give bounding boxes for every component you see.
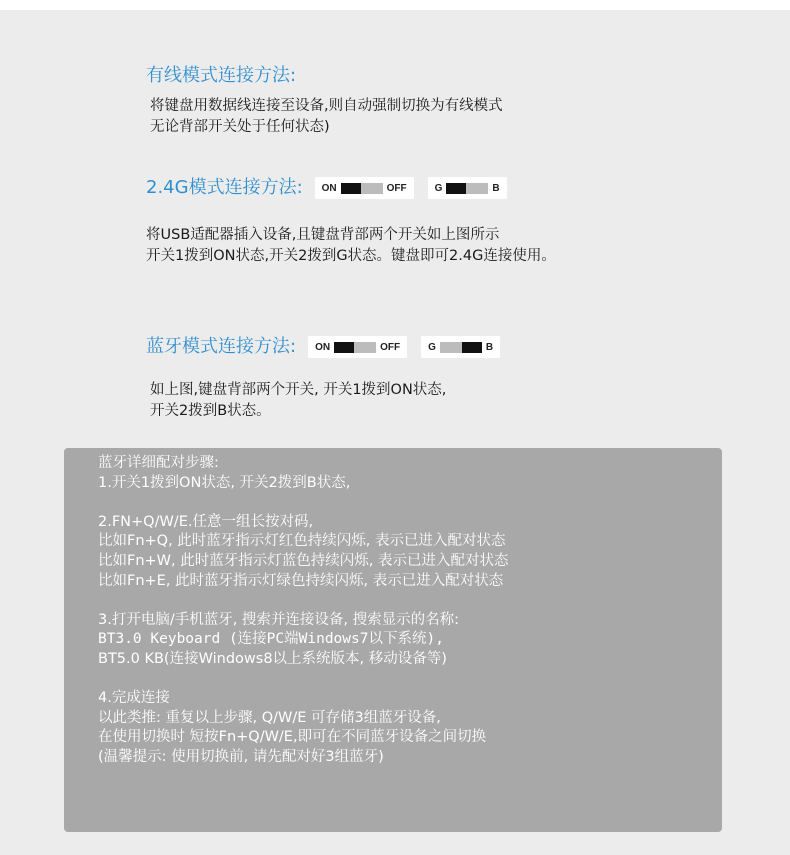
bt-heading-row: [146, 335, 500, 359]
pairing-step-4-repeat: 以此类推: 重复以上步骤, Q/W/E 可存储3组蓝牙设备,: [98, 709, 441, 726]
wired-section: [146, 64, 503, 138]
switch-on-label: ON: [315, 341, 331, 353]
bt-heading: 蓝牙模式连接方法:: [146, 336, 297, 357]
g24-heading: 2.4G模式连接方法:: [146, 177, 303, 198]
g24-mode-switch-icon: [428, 177, 507, 199]
pairing-step-4-switch: 在使用切换时 短按Fn+Q/W/E,即可在不同蓝牙设备之间切换: [98, 729, 487, 746]
pairing-step-2-w: 比如Fn+W, 此时蓝牙指示灯蓝色持续闪烁, 表示已进入配对状态: [98, 552, 509, 569]
pairing-step-3: 3.打开电脑/手机蓝牙, 搜索并连接设备, 搜索显示的名称:: [98, 611, 460, 628]
wired-line-1: 将键盘用数据线连接至设备,则自动强制切换为有线模式: [150, 98, 503, 114]
pairing-title: 蓝牙详细配对步骤:: [98, 455, 219, 471]
pairing-panel: [64, 448, 722, 832]
g24-line-2: 开关1拨到ON状态,开关2拨到G状态。键盘即可2.4G连接使用。: [146, 248, 556, 264]
pairing-step-3-bt5: BT5.0 KB(连接Windows8以上系统版本, 移动设备等): [98, 650, 447, 667]
pairing-blank: [98, 493, 722, 513]
wired-line-2: 无论背部开关处于任何状态): [150, 119, 330, 135]
g24-heading-row: [146, 176, 507, 200]
pairing-step-4: 4.完成连接: [98, 690, 170, 707]
bt-power-switch-icon: [308, 336, 407, 358]
pairing-blank: [98, 670, 722, 690]
pairing-step-3-bt3: BT3.0 Keyboard (连接PC端Windows7以下系统),: [98, 631, 444, 648]
g24-power-switch-icon: [315, 177, 414, 199]
pairing-step-2: 2.FN+Q/W/E.任意一组长按对码,: [98, 513, 314, 530]
g24-text: [146, 225, 556, 267]
switch-off-label: OFF: [386, 182, 407, 194]
pairing-blank: [98, 591, 722, 611]
bt-line-2: 开关2拨到B状态。: [150, 403, 271, 419]
top-strip: [0, 0, 790, 10]
pairing-step-1: 1.开关1拨到ON状态, 开关2拨到B状态,: [98, 474, 351, 491]
bt-mode-switch-icon: [421, 336, 500, 358]
switch-g-label: G: [428, 341, 436, 353]
switch-b-label: B: [492, 182, 500, 194]
g24-line-1: 将USB适配器插入设备,且键盘背部两个开关如上图所示: [146, 227, 500, 243]
bt-text: [150, 380, 446, 422]
bt-line-1: 如上图,键盘背部两个开关, 开关1拨到ON状态,: [150, 382, 447, 398]
switch-off-label: OFF: [380, 341, 401, 353]
switch-g-label: G: [434, 182, 443, 194]
pairing-step-2-e: 比如Fn+E, 此时蓝牙指示灯绿色持续闪烁, 表示已进入配对状态: [98, 572, 504, 589]
pairing-step-2-q: 比如Fn+Q, 此时蓝牙指示灯红色持续闪烁, 表示已进入配对状态: [98, 533, 506, 550]
switch-b-label: B: [485, 341, 494, 353]
wired-heading: 有线模式连接方法:: [146, 65, 297, 86]
switch-on-label: ON: [321, 182, 337, 194]
pairing-tip: (温馨提示: 使用切换前, 请先配对好3组蓝牙): [98, 748, 384, 765]
